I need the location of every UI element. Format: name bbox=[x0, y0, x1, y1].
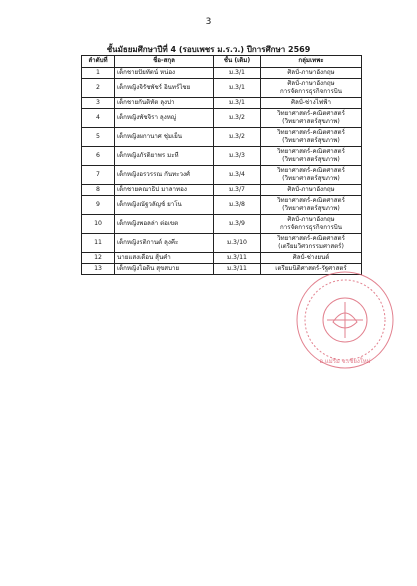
program-line: ศิลป์-ช่างยนต์ bbox=[292, 253, 330, 261]
program-line: เตรียมนิติศาสตร์-รัฐศาสตร์ bbox=[275, 264, 347, 272]
program-cell bbox=[261, 234, 362, 253]
former-class: ม.3/1 bbox=[214, 79, 261, 98]
table-row bbox=[82, 196, 362, 215]
column-header-program: กลุ่มเทพะ bbox=[261, 56, 362, 68]
program-line: การจัดการธุรกิจการบิน bbox=[280, 224, 342, 231]
row-number: 2 bbox=[82, 79, 115, 98]
program-cell bbox=[261, 264, 362, 275]
student-name: เด็กชายกันติทัต ลุงปา bbox=[115, 98, 214, 109]
document-title: ชั้นมัธยมศึกษาปีที่ 4 (รอบเพชร ม.ร.ว.) ปีการศึกษา 2569 bbox=[106, 45, 311, 54]
former-class: ม.3/1 bbox=[214, 98, 261, 109]
former-class: ม.3/2 bbox=[214, 109, 261, 128]
program-line: (วิทยาศาสตร์สุขภาพ) bbox=[282, 118, 340, 125]
program-line: วิทยาศาสตร์-คณิตศาสตร์ bbox=[277, 166, 345, 174]
program-cell bbox=[261, 215, 362, 234]
row-number: 9 bbox=[82, 196, 115, 215]
program-line: (วิทยาศาสตร์สุขภาพ) bbox=[282, 175, 340, 182]
program-cell bbox=[261, 68, 362, 79]
table-row bbox=[82, 234, 362, 253]
program-line: การจัดการธุรกิจการบิน bbox=[280, 88, 342, 95]
program-cell bbox=[261, 166, 362, 185]
column-header-no: ลำดับที่ bbox=[82, 56, 115, 68]
former-class: ม.3/3 bbox=[214, 147, 261, 166]
former-class: ม.3/8 bbox=[214, 196, 261, 215]
program-line: ศิลป์-ช่างไฟฟ้า bbox=[291, 98, 331, 106]
student-name: เด็กหญิงผกานาศ ชุ่มเย็น bbox=[115, 128, 214, 147]
program-line: (วิทยาศาสตร์สุขภาพ) bbox=[282, 156, 340, 163]
former-class: ม.3/7 bbox=[214, 185, 261, 196]
student-name: เด็กหญิงจิรัชพัชร์ อินทร์ไชย bbox=[115, 79, 214, 98]
student-name: เด็กหญิงภัรดิยาพร มะหี bbox=[115, 147, 214, 166]
table-row bbox=[82, 185, 362, 196]
row-number: 6 bbox=[82, 147, 115, 166]
row-number: 10 bbox=[82, 215, 115, 234]
row-number: 13 bbox=[82, 264, 115, 275]
student-name: เด็กหญิงอรวรรณ กันทะวงศ์ bbox=[115, 166, 214, 185]
row-number: 1 bbox=[82, 68, 115, 79]
former-class: ม.3/10 bbox=[214, 234, 261, 253]
row-number: 11 bbox=[82, 234, 115, 253]
table-row bbox=[82, 109, 362, 128]
program-line: ศิลป์-ภาษาอังกฤษ bbox=[287, 185, 335, 193]
seal-text: อ.แม่ริม จ.เชียงใหม่ bbox=[319, 358, 371, 365]
table-body bbox=[82, 68, 362, 275]
program-line: วิทยาศาสตร์-คณิตศาสตร์ bbox=[277, 147, 345, 155]
former-class: ม.3/9 bbox=[214, 215, 261, 234]
program-cell bbox=[261, 109, 362, 128]
row-number: 5 bbox=[82, 128, 115, 147]
program-cell bbox=[261, 185, 362, 196]
former-class: ม.3/4 bbox=[214, 166, 261, 185]
program-cell bbox=[261, 79, 362, 98]
row-number: 4 bbox=[82, 109, 115, 128]
program-line: (เตรียมวิศวกรรมศาสตร์) bbox=[278, 243, 344, 250]
table-row bbox=[82, 253, 362, 264]
table-row bbox=[82, 147, 362, 166]
row-number: 12 bbox=[82, 253, 115, 264]
page-number: 3 bbox=[205, 17, 212, 27]
table-row bbox=[82, 79, 362, 98]
former-class: ม.3/2 bbox=[214, 128, 261, 147]
former-class: ม.3/1 bbox=[214, 68, 261, 79]
program-line: ศิลป์-ภาษาอังกฤษ bbox=[287, 215, 335, 223]
program-line: (วิทยาศาสตร์สุขภาพ) bbox=[282, 137, 340, 144]
student-name: นายแสงเดือน สุ้นคำ bbox=[115, 253, 214, 264]
table-row bbox=[82, 264, 362, 275]
student-name: เด็กหญิงพัชจิรา ลุงหญู่ bbox=[115, 109, 214, 128]
program-line: ศิลป์-ภาษาอังกฤษ bbox=[287, 68, 335, 76]
program-cell bbox=[261, 253, 362, 264]
student-name: เด็กหญิงพอลล่า ต่อเขต bbox=[115, 215, 214, 234]
table-row bbox=[82, 68, 362, 79]
program-line: วิทยาศาสตร์-คณิตศาสตร์ bbox=[277, 234, 345, 242]
student-name: เด็กชายปัยทัตน์ หน่อง bbox=[115, 68, 214, 79]
program-cell bbox=[261, 128, 362, 147]
table-row bbox=[82, 128, 362, 147]
table-row bbox=[82, 98, 362, 109]
student-table bbox=[81, 55, 362, 275]
program-line: ศิลป์-ภาษาอังกฤษ bbox=[287, 79, 335, 87]
program-cell bbox=[261, 98, 362, 109]
table-row bbox=[82, 215, 362, 234]
column-header-name: ชื่อ-สกุล bbox=[115, 56, 214, 68]
column-header-class: ชั้น (เดิม) bbox=[214, 56, 261, 68]
program-line: วิทยาศาสตร์-คณิตศาสตร์ bbox=[277, 128, 345, 136]
row-number: 3 bbox=[82, 98, 115, 109]
student-name: เด็กหญิงณัฐวลัญช์ ยาโน bbox=[115, 196, 214, 215]
former-class: ม.3/11 bbox=[214, 264, 261, 275]
row-number: 7 bbox=[82, 166, 115, 185]
row-number: 8 bbox=[82, 185, 115, 196]
student-name: เด็กหญิงรติกานต์ ลุงคีะ bbox=[115, 234, 214, 253]
program-line: (วิทยาศาสตร์สุขภาพ) bbox=[282, 205, 340, 212]
official-seal bbox=[283, 262, 401, 372]
student-name: เด็กชายคณาธิป มาลาทอง bbox=[115, 185, 214, 196]
student-name: เด็กหญิงไอดิน สุขสบาย bbox=[115, 264, 214, 275]
table-header-row bbox=[82, 56, 362, 68]
table-row bbox=[82, 166, 362, 185]
program-line: วิทยาศาสตร์-คณิตศาสตร์ bbox=[277, 196, 345, 204]
program-cell bbox=[261, 147, 362, 166]
former-class: ม.3/11 bbox=[214, 253, 261, 264]
program-line: วิทยาศาสตร์-คณิตศาสตร์ bbox=[277, 109, 345, 117]
program-cell bbox=[261, 196, 362, 215]
